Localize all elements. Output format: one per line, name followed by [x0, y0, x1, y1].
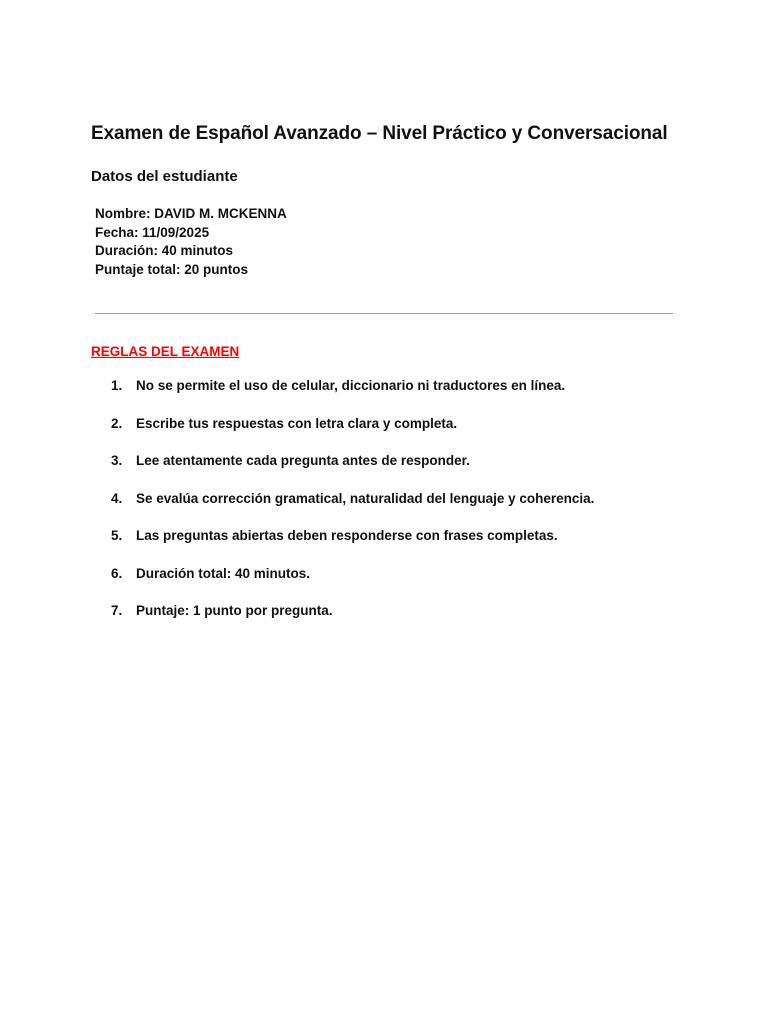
rule-number: 7.	[111, 603, 123, 618]
total-score: Puntaje total: 20 puntos	[95, 262, 249, 278]
rule-text: Escribe tus respuestas con letra clara y completa.	[136, 415, 458, 431]
rule-number: 1.	[111, 378, 123, 393]
rule-text: Se evalúa corrección gramatical, naturalidad del lenguaje y coherencia.	[136, 490, 595, 506]
rule-text: Lee atentamente cada pregunta antes de responder.	[136, 453, 470, 468]
horizontal-divider	[95, 313, 673, 314]
rule-number: 3.	[111, 453, 123, 468]
student-data-heading: Datos del estudiante	[91, 168, 238, 185]
student-name: Nombre: DAVID M. MCKENNA	[95, 206, 287, 221]
rules-heading: REGLAS DEL EXAMEN	[91, 344, 240, 359]
rule-number: 2.	[111, 415, 123, 431]
student-info-block	[95, 205, 287, 280]
rule-number: 4.	[111, 490, 123, 506]
rule-number: 5.	[111, 528, 123, 543]
rule-text: No se permite el uso de celular, diccionario ni traductores en línea.	[136, 378, 566, 393]
rule-number: 6.	[111, 565, 123, 581]
rule-text: Puntaje: 1 punto por pregunta.	[136, 603, 333, 618]
exam-date: Fecha: 11/09/2025	[95, 224, 210, 240]
rule-text: Duración total: 40 minutos.	[136, 565, 311, 581]
rule-text: Las preguntas abiertas deben responderse con frases completas.	[136, 528, 558, 543]
page-title: Examen de Español Avanzado – Nivel Práctico y Conversacional	[91, 123, 668, 144]
exam-duration: Duración: 40 minutos	[95, 243, 234, 259]
